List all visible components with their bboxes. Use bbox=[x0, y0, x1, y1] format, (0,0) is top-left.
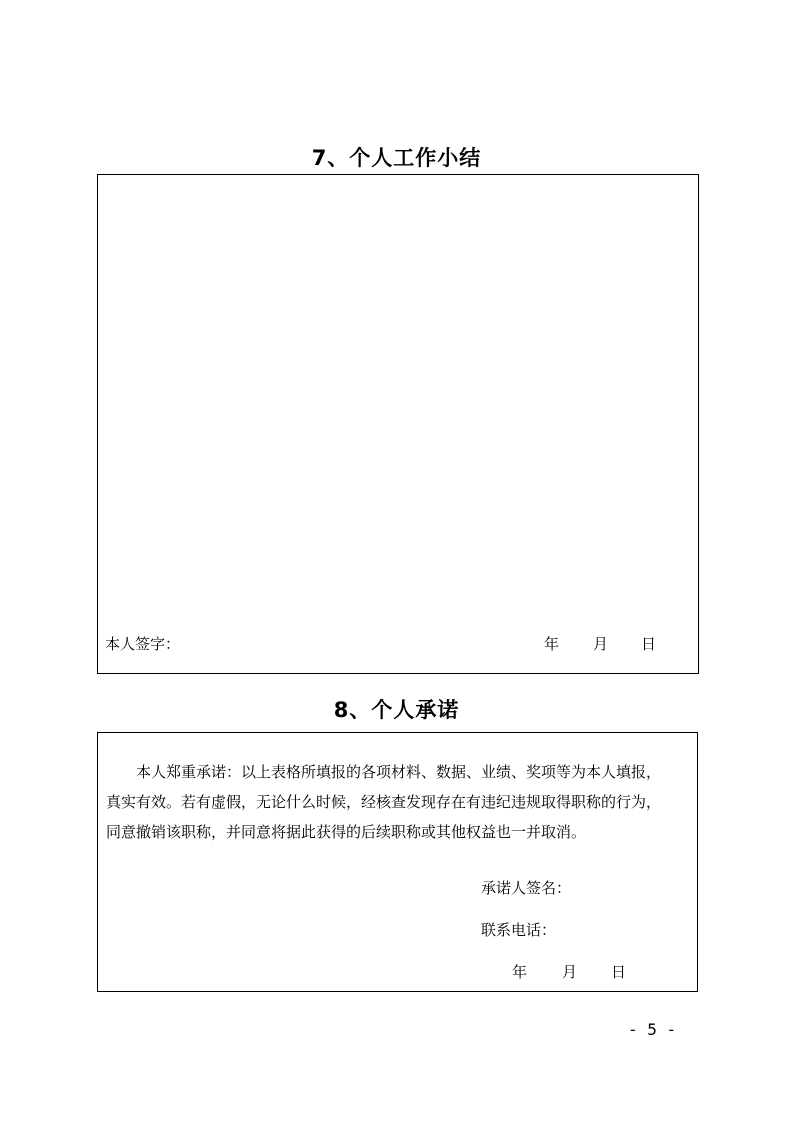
pledge-month-label: 月 bbox=[562, 963, 578, 981]
summary-year-label: 年 bbox=[544, 635, 560, 653]
signer-label: 承诺人签名： bbox=[481, 879, 572, 897]
pledge-line-1: 本人郑重承诺：以上表格所填报的各项材料、数据、业绩、奖项等为本人填报， bbox=[136, 763, 662, 781]
work-summary-box[interactable] bbox=[97, 174, 699, 674]
pledge-line-2: 真实有效。若有虚假，无论什么时候，经核查发现存在有违纪违规取得职称的行为， bbox=[106, 793, 662, 811]
summary-month-label: 月 bbox=[593, 635, 609, 653]
phone-label: 联系电话： bbox=[481, 921, 557, 939]
section-8-title: 8、个人承诺 bbox=[333, 698, 460, 722]
page-number: - 5 - bbox=[628, 1020, 677, 1039]
signature-label: 本人签字： bbox=[105, 635, 181, 653]
summary-day-label: 日 bbox=[641, 635, 657, 653]
pledge-text bbox=[106, 757, 696, 847]
section-7-title: 7、个人工作小结 bbox=[311, 146, 482, 170]
pledge-year-label: 年 bbox=[512, 963, 528, 981]
pledge-line-3: 同意撤销该职称，并同意将据此获得的后续职称或其他权益也一并取消。 bbox=[106, 823, 587, 841]
pledge-day-label: 日 bbox=[611, 963, 627, 981]
